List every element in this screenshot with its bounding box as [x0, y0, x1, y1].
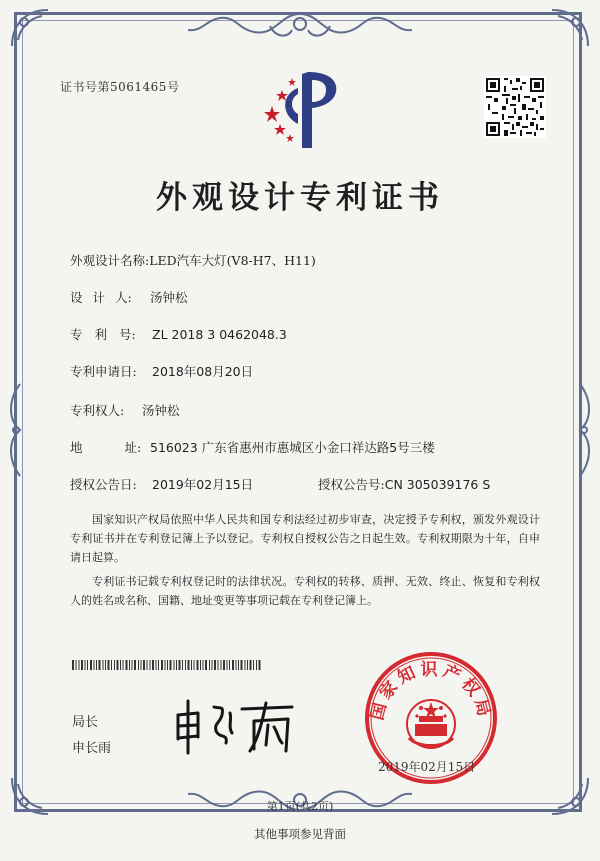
- certificate-title: 外观设计专利证书: [156, 180, 444, 216]
- field-filing-date: [70, 362, 253, 380]
- designer-value: 汤钟松: [150, 290, 188, 305]
- grant-date-value: 2019年02月15日: [152, 477, 254, 492]
- legal-paragraph-2: 专利证书记载专利权登记时的法律状况。专利权的转移、质押、无效、终止、恢复和专利权人的姓名或名称、国籍、地址变更等事项记载在专利登记簿上。: [70, 575, 540, 607]
- designer-label: 设 计 人:: [70, 290, 132, 305]
- grant-date-label: 授权公告日:: [70, 477, 137, 492]
- grant-number-label: 授权公告号:: [318, 477, 385, 492]
- qr-code-icon: [484, 76, 546, 138]
- left-ornament: [6, 380, 26, 480]
- field-patentee: [70, 401, 180, 419]
- director-title: 局长: [72, 715, 99, 730]
- top-ornament: [180, 10, 420, 44]
- director-name: 申长雨: [72, 741, 112, 756]
- seal-date: 2019年02月15日: [378, 760, 476, 774]
- address-label: 地 址:: [70, 440, 142, 455]
- field-address: [70, 438, 435, 456]
- corner-ornament-tl: [8, 6, 52, 50]
- page-number: 第1页(共2页): [266, 800, 334, 813]
- field-designer: [70, 288, 188, 306]
- field-grant-number: [318, 475, 490, 493]
- director-signature: [170, 693, 300, 757]
- right-ornament: [574, 380, 594, 480]
- certificate-number: 证书号第5061465号: [60, 80, 180, 94]
- design-name-label: 外观设计名称:: [70, 253, 150, 268]
- cnipa-logo-icon: [258, 68, 344, 154]
- grant-number-value: CN 305039176 S: [384, 477, 491, 492]
- patentee-label: 专利权人:: [70, 403, 125, 418]
- legal-paragraph-1: 国家知识产权局依照中华人民共和国专利法经过初步审查，决定授予专利权，颁发外观设计专利证书并在专利登记簿上予以登记。专利权自授权公告之日起生效。专利权期限为十年，自申请日起算。: [70, 513, 540, 564]
- barcode-icon: [72, 660, 262, 670]
- field-design-name: [70, 251, 316, 269]
- design-name-value: LED汽车大灯(V8-H7、H11): [149, 253, 316, 268]
- patent-number-value: ZL 2018 3 0462048.3: [152, 327, 287, 342]
- filing-date-value: 2018年08月20日: [152, 364, 254, 379]
- seal-text: 国家知识产权局: [367, 659, 495, 723]
- patentee-value: 汤钟松: [142, 403, 180, 418]
- filing-date-label: 专利申请日:: [70, 364, 137, 379]
- field-patent-number: [70, 325, 287, 343]
- address-value: 516023 广东省惠州市惠城区小金口祥达路5号三楼: [150, 440, 435, 455]
- patent-number-label: 专 利 号:: [70, 327, 136, 342]
- field-grant-date: [70, 475, 253, 493]
- footer-note: 其他事项参见背面: [254, 827, 346, 841]
- corner-ornament-tr: [548, 6, 592, 50]
